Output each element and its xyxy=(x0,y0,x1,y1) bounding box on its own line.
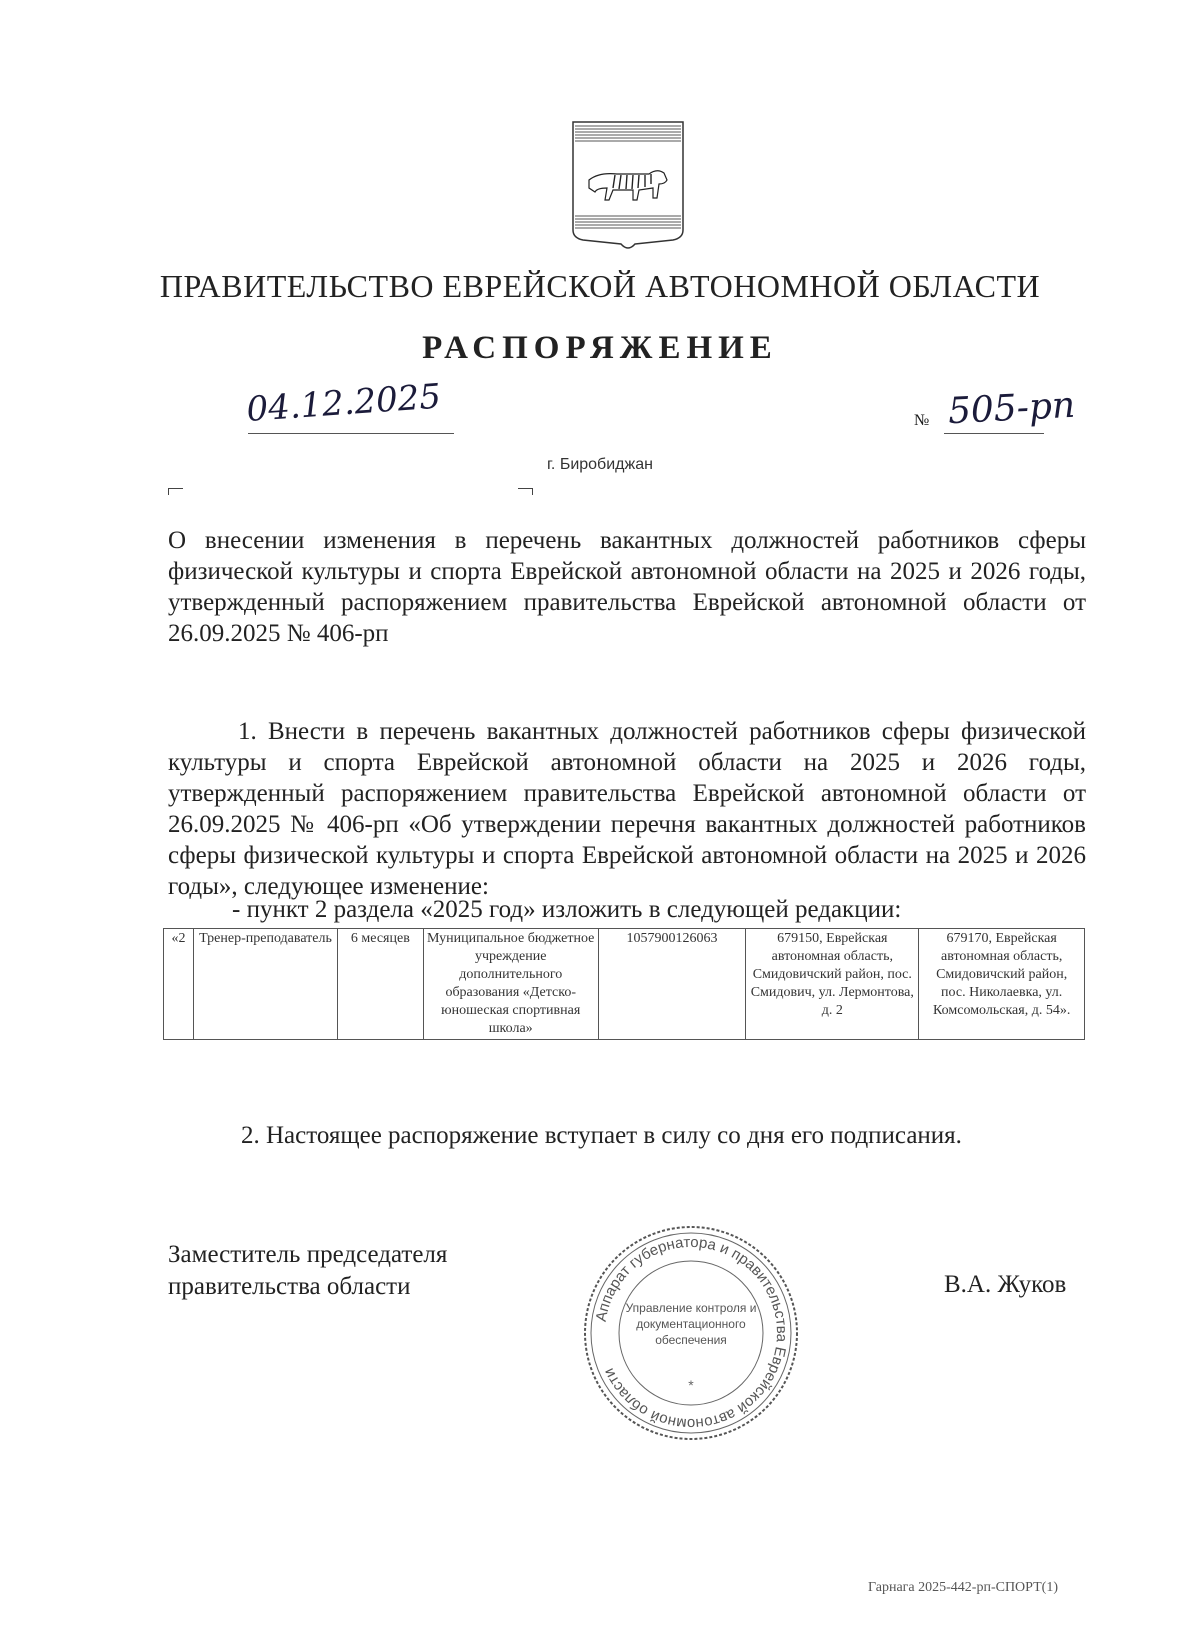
cell-organization: Муниципальное бюджетное учреждение дополнительного образования «Детско-юношеская спортивная школа» xyxy=(423,929,598,1040)
official-seal xyxy=(580,1222,802,1444)
subitem: - пункт 2 раздела «2025 год» изложить в следующей редакции: xyxy=(232,896,902,923)
signatory-name: В.А. Жуков xyxy=(944,1271,1067,1298)
cell-work-address: 679170, Еврейская автономная область, Смидовичский район, пос. Николаевка, ул. Комсомольская, д. 54». xyxy=(919,929,1085,1040)
signatory-role-line-2: правительства области xyxy=(168,1273,411,1300)
seal-inner-line-3: обеспечения xyxy=(655,1333,727,1347)
footer-reference: Гарнага 2025-442-рп-СПОРТ(1) xyxy=(868,1580,1058,1595)
item-1: 1. Внести в перечень вакантных должностей работников сферы физической культуры и спорта Еврейской автономной области на 2025 и 2026 годы, утвержденный распоряжением правительства Еврейской автономной области от 26.09.2025 № 406-рп «Об утверждении перечня вакантных должностей работников сферы физической культуры и спорта Еврейской автономной области на 2025 и 2026 годы», следующее изменение: xyxy=(168,718,1086,900)
subject-corner-left xyxy=(168,488,183,495)
document-subject: О внесении изменения в перечень вакантных должностей работников сферы физической культуры и спорта Еврейской автономной области на 2025 и 2026 годы, утвержденный распоряжением правительства Еврейской автономной области от 26.09.2025 № 406-рп xyxy=(168,527,1086,647)
amendment-table xyxy=(163,928,1085,1040)
table-row xyxy=(164,929,1085,1040)
signatory-role-line-1: Заместитель председателя xyxy=(168,1241,448,1268)
government-title: ПРАВИТЕЛЬСТВО ЕВРЕЙСКОЙ АВТОНОМНОЙ ОБЛАСТИ xyxy=(159,268,1041,304)
subject-corner-right xyxy=(518,488,533,495)
cell-position: Тренер-преподаватель xyxy=(193,929,337,1040)
cell-legal-address: 679150, Еврейская автономная область, Смидовичский район, пос. Смидович, ул. Лермонтова, д. 2 xyxy=(746,929,919,1040)
seal-outer-text: Аппарат губернатора и правительства Еврейской автономной области xyxy=(592,1233,791,1433)
date-underline xyxy=(248,433,454,434)
document-date: 04.12.2025 xyxy=(245,376,443,430)
document-type: РАСПОРЯЖЕНИЕ xyxy=(422,330,778,366)
coat-of-arms-emblem xyxy=(569,118,687,254)
item-2: 2. Настоящее распоряжение вступает в силу со дня его подписания. xyxy=(241,1122,962,1149)
cell-ogrn: 1057900126063 xyxy=(598,929,745,1040)
seal-star-icon: * xyxy=(688,1377,694,1393)
number-prefix: № xyxy=(914,412,930,429)
cell-number: «2 xyxy=(164,929,194,1040)
city: г. Биробиджан xyxy=(547,456,653,473)
seal-inner-line-1: Управление контроля и xyxy=(625,1301,757,1315)
signatory-role xyxy=(168,1239,447,1303)
seal-inner-line-2: документационного xyxy=(636,1317,746,1331)
number-underline xyxy=(944,433,1044,434)
document-number: 505-рп xyxy=(947,384,1077,433)
cell-term: 6 месяцев xyxy=(338,929,423,1040)
